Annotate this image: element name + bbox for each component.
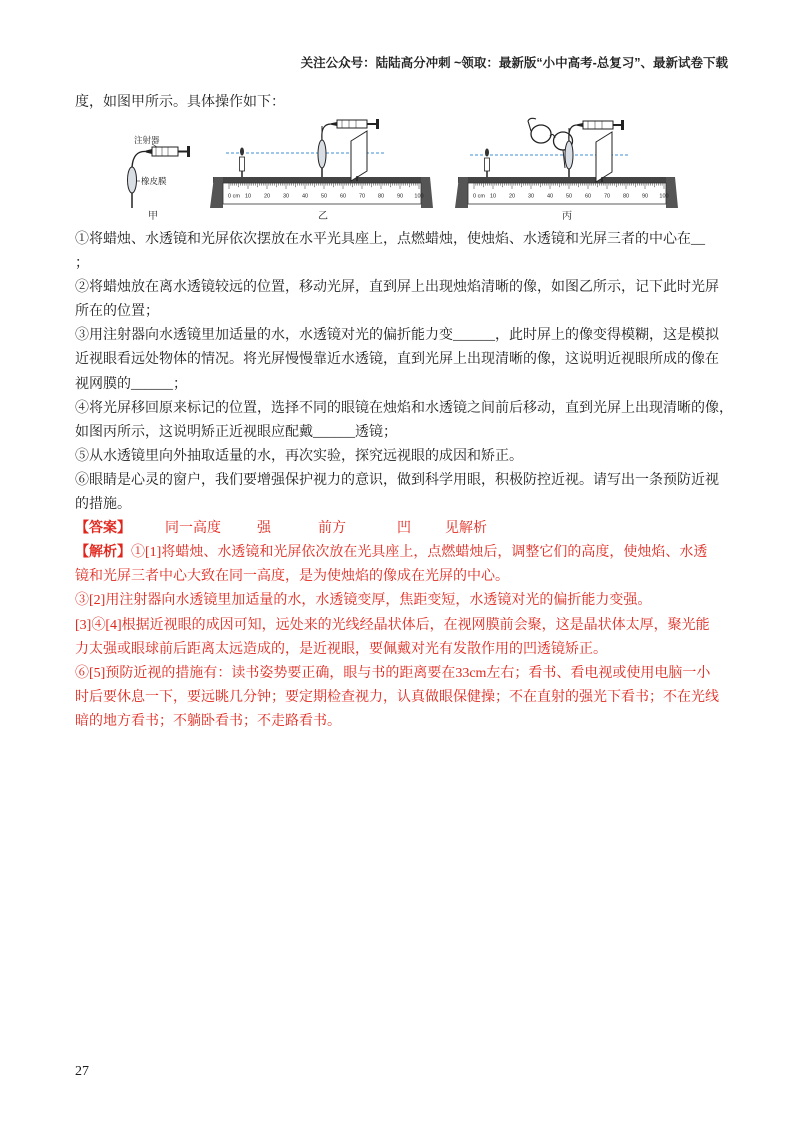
question-line: ①将蜡烛、水透镜和光屏依次摆放在水平光具座上，点燃蜡烛，使烛焰、水透镜和光屏三者的中心在__ <box>75 232 705 247</box>
ruler-tick-label: 30 <box>527 193 535 200</box>
optical-bench-rail <box>213 177 430 183</box>
ruler-tick-label: 90 <box>641 193 649 200</box>
optical-bench-rail <box>458 177 675 183</box>
figure-bing <box>455 118 678 222</box>
bench-left-leg <box>455 177 468 208</box>
ruler-tick-label: 90 <box>396 193 404 200</box>
question-line: ； <box>75 256 89 272</box>
analysis-line: 镜和光屏三者中心大致在同一高度，是为使烛焰的像成在光屏的中心。 <box>75 569 509 585</box>
figure-jia <box>128 135 191 222</box>
answer-item: 凹 <box>397 521 411 537</box>
ruler-tick-label: 40 <box>301 193 309 200</box>
question-body <box>75 228 735 734</box>
ruler-tick-label: 0 cm <box>473 193 485 200</box>
ruler-tick-label: 10 <box>244 193 252 200</box>
question-line: 的措施。 <box>75 497 131 513</box>
page-header: 关注公众号：陆陆高分冲刺 ~领取：最新版“小中高考-总复习”、最新试卷下载 <box>300 56 728 70</box>
ruler-tick-label: 70 <box>603 193 611 200</box>
intro-text: 度，如图甲所示。具体操作如下： <box>75 95 285 110</box>
syringe-label: 注射器 <box>134 135 160 145</box>
ruler-tick-label: 80 <box>377 193 385 200</box>
answer-item: 前方 <box>318 521 346 537</box>
syringe-icon <box>322 119 379 140</box>
ruler-tick-label: 100 <box>659 193 669 200</box>
question-line: 视网膜的______； <box>75 376 187 392</box>
analysis-line: 时后要休息一下，要远眺几分钟；要定期检查视力，认真做眼保健操；不在直射的强光下看书；不在光线 <box>75 689 719 705</box>
page-number: 27 <box>75 1064 89 1079</box>
bench-right-leg <box>421 177 433 208</box>
question-line: 所在的位置； <box>75 304 159 320</box>
ruler-tick-label: 20 <box>508 193 516 200</box>
bench-right-leg <box>666 177 678 208</box>
membrane-label: 橡皮膜 <box>141 176 167 186</box>
analysis-line <box>75 541 735 565</box>
figure-label-jia: 甲 <box>148 211 158 222</box>
answer-item: 同一高度 <box>165 521 221 537</box>
ruler-tick-label: 60 <box>584 193 592 200</box>
analysis-line: 暗的地方看书；不躺卧看书；不走路看书。 <box>75 713 341 729</box>
question-line: ⑤从水透镜里向外抽取适量的水，再次实验，探究远视眼的成因和矫正。 <box>75 448 523 464</box>
question-line: ⑥眼睛是心灵的窗户，我们要增强保护视力的意识，做到科学用眼，积极防控近视。请写出一条预防近视 <box>75 472 719 488</box>
answer-item: 见解析 <box>445 521 487 537</box>
answer-line <box>75 517 735 541</box>
rubber-tube <box>132 151 146 167</box>
analysis-line: ③[2]用注射器向水透镜里加适量的水，水透镜变厚，焦距变短，水透镜对光的偏折能力变强。 <box>75 593 652 609</box>
analysis-line: ⑥[5]预防近视的措施有：读书姿势要正确，眼与书的距离要在33cm左右；看书、看电视或使用电脑一小 <box>75 665 711 681</box>
question-line: 如图丙所示，这说明矫正近视眼应配戴______透镜； <box>75 424 397 440</box>
candle-icon <box>240 148 245 178</box>
figure-label-bing: 丙 <box>562 211 572 222</box>
experiment-figure <box>0 110 800 228</box>
ruler-tick-label: 70 <box>358 193 366 200</box>
bench-left-leg <box>210 177 223 208</box>
light-screen-icon <box>351 131 367 181</box>
question-line: 近视眼看远处物体的情况。将光屏慢慢靠近水透镜，直到光屏上出现清晰的像，这说明近视眼所成的像在 <box>75 352 719 368</box>
ruler-tick-label: 20 <box>263 193 271 200</box>
ruler-tick-label: 100 <box>414 193 424 200</box>
ruler-tick-label: 80 <box>622 193 630 200</box>
water-lens-icon <box>128 167 137 193</box>
figure-label-yi: 乙 <box>318 211 328 222</box>
ruler-tick-label: 10 <box>489 193 497 200</box>
light-screen-icon <box>596 132 612 182</box>
ruler-tick-label: 50 <box>320 193 328 200</box>
syringe-icon <box>146 146 190 157</box>
analysis-line: [3]④[4]根据近视眼的成因可知，远处来的光线经晶状体后，在视网膜前会聚，这是晶状体太厚，聚光能 <box>75 617 710 633</box>
question-line: ④将光屏移回原来标记的位置，选择不同的眼镜在烛焰和水透镜之间前后移动，直到光屏上出现清晰的像， <box>75 400 733 416</box>
figure-yi <box>210 119 433 222</box>
question-line: ③用注射器向水透镜里加适量的水，水透镜对光的偏折能力变______，此时屏上的像变得模糊，这是模拟 <box>75 328 719 344</box>
ruler-tick-label: 0 cm <box>228 193 240 200</box>
ruler-tick-label: 50 <box>565 193 573 200</box>
answer-tag: 【答案】 <box>75 521 131 537</box>
analysis-text: ①[1]将蜡烛、水透镜和光屏依次放在光具座上，点燃蜡烛后，调整它们的高度，使烛焰、水透 <box>131 545 708 561</box>
question-line: ②将蜡烛放在离水透镜较远的位置，移动光屏，直到屏上出现烛焰清晰的像，如图乙所示，记下此时光屏 <box>75 280 719 296</box>
answer-item: 强 <box>257 521 271 537</box>
ruler-tick-label: 30 <box>282 193 290 200</box>
analysis-line: 力太强或眼球前后距离太远造成的，是近视眼，要佩戴对光有发散作用的凹透镜矫正。 <box>75 641 607 657</box>
ruler-tick-label: 40 <box>546 193 554 200</box>
ruler-tick-label: 60 <box>339 193 347 200</box>
analysis-tag: 【解析】 <box>75 545 131 561</box>
syringe-icon <box>569 120 624 141</box>
candle-icon <box>485 149 490 178</box>
